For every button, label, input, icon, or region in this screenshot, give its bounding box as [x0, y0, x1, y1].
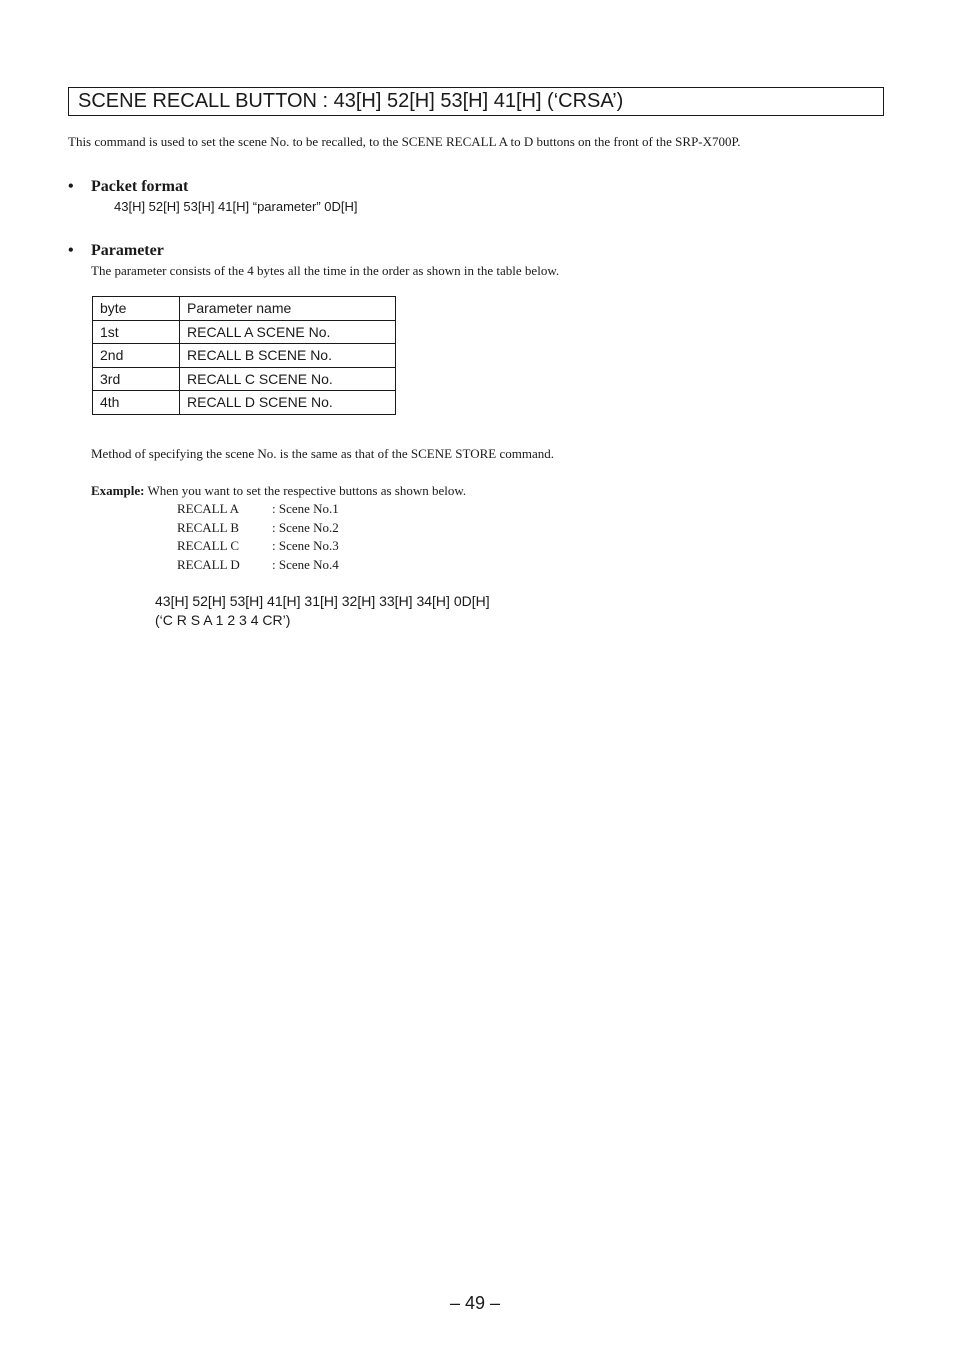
intro-text: This command is used to set the scene No. to be recalled, to the SCENE RECALL A to D buttons on the front of the SRP-X700P. [68, 134, 741, 149]
example-button: RECALL C [177, 538, 239, 553]
table-header-cell: Parameter name [180, 297, 396, 321]
table-cell: 1st [93, 320, 180, 344]
table-header-cell: byte [93, 297, 180, 321]
table-row [93, 344, 396, 368]
table-row [93, 367, 396, 391]
example-value: : Scene No.4 [272, 557, 339, 572]
example-item [177, 501, 339, 517]
parameter-table [92, 296, 396, 415]
table-cell: 2nd [93, 344, 180, 368]
table-cell: 3rd [93, 367, 180, 391]
table-row [93, 391, 396, 415]
example-item [177, 557, 339, 573]
example-text: When you want to set the respective buttons as shown below. [147, 483, 467, 498]
bullet-icon: • [68, 242, 74, 259]
parameter-description: The parameter consists of the 4 bytes all the time in the order as shown in the table below. [91, 263, 560, 278]
example-item [177, 538, 339, 554]
table-cell: RECALL B SCENE No. [180, 344, 396, 368]
example-value: : Scene No.2 [272, 520, 339, 535]
table-cell: RECALL A SCENE No. [180, 320, 396, 344]
example-label: Example: [91, 483, 145, 498]
example-item [177, 520, 339, 536]
packet-format-heading [68, 178, 188, 196]
bullet-icon: • [68, 178, 74, 195]
packet-format-code: 43[H] 52[H] 53[H] 41[H] “parameter” 0D[H] [114, 199, 358, 214]
example-code-ascii: (‘C R S A 1 2 3 4 CR’) [155, 612, 291, 628]
page-number: – 49 – [450, 1293, 501, 1313]
table-cell: RECALL C SCENE No. [180, 367, 396, 391]
page-title: SCENE RECALL BUTTON : 43[H] 52[H] 53[H] 41[H] (‘CRSA’) [68, 87, 884, 116]
example-code-hex: 43[H] 52[H] 53[H] 41[H] 31[H] 32[H] 33[H] 34[H] 0D[H] [155, 593, 490, 609]
packet-format-label: Packet format [91, 178, 189, 195]
example-button: RECALL A [177, 501, 239, 516]
method-note: Method of specifying the scene No. is the same as that of the SCENE STORE command. [91, 446, 554, 461]
table-cell: 4th [93, 391, 180, 415]
example-button: RECALL D [177, 557, 240, 572]
example-button: RECALL B [177, 520, 239, 535]
table-cell: RECALL D SCENE No. [180, 391, 396, 415]
parameter-label: Parameter [91, 242, 164, 259]
parameter-heading [68, 242, 164, 260]
example-value: : Scene No.1 [272, 501, 339, 516]
table-row [93, 320, 396, 344]
example-intro [91, 483, 466, 499]
table-header-row [93, 297, 396, 321]
example-value: : Scene No.3 [272, 538, 339, 553]
